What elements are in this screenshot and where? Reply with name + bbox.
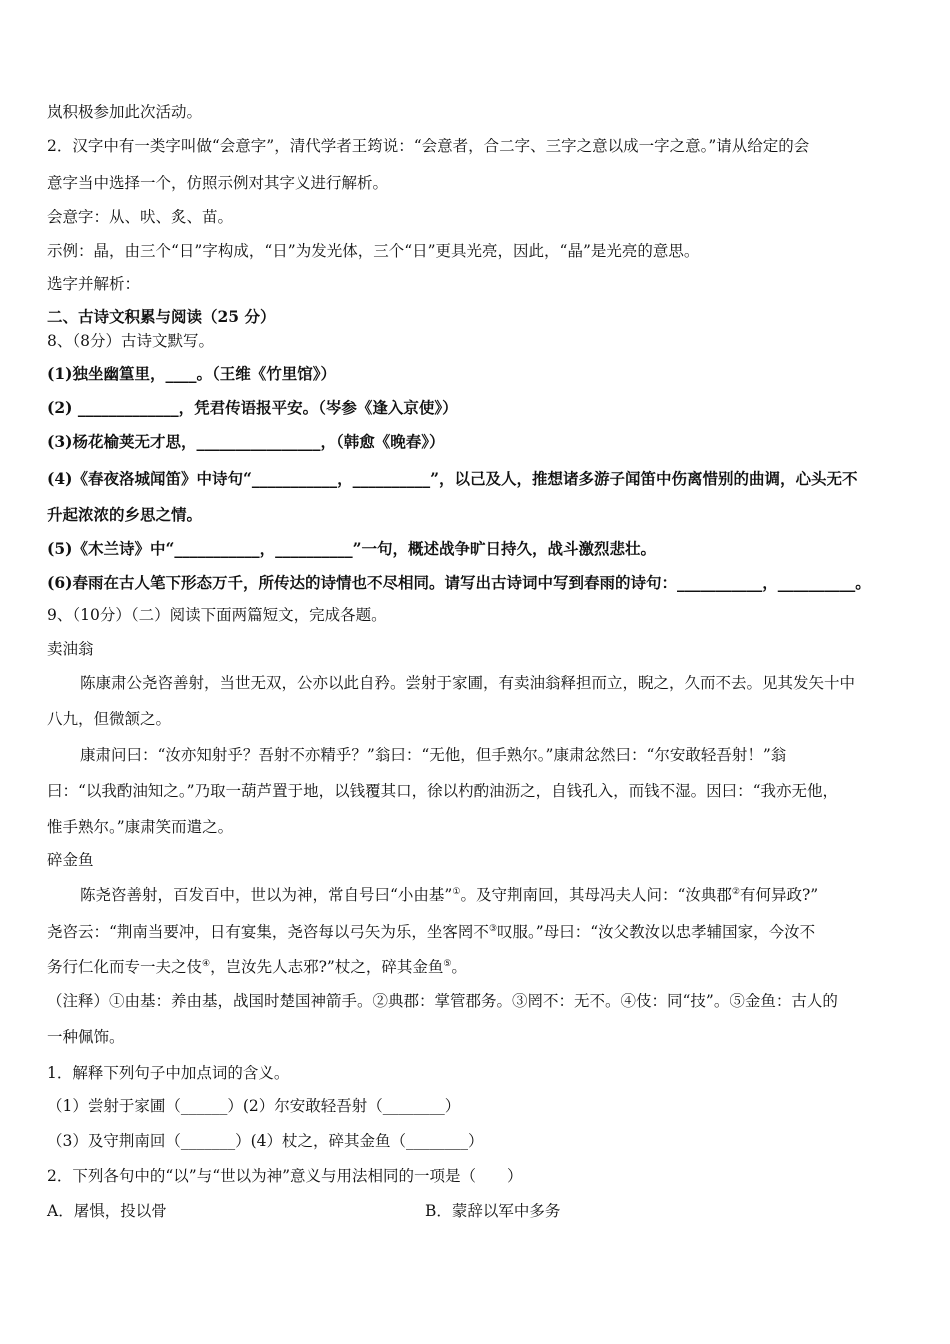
passage-1-line: 惟手熟尔。”康肃笑而遣之。 [47,818,234,836]
passage-1-line: 八九，但微颔之。 [47,710,172,728]
passage-2-line: 务行仁化而专一夫之伎④，岂汝先人志邪?”杖之，碎其金鱼⑤。 [47,958,467,976]
passage-1-line: 陈康肃公尧咨善射，当世无双，公亦以此自矜。尝射于家圃，有卖油翁释担而立，睨之，久而不去。见其发矢十中 [80,674,856,692]
subquestion-1-items-a: （1）尝射于家圃（______）(2）尔安敢轻吾射（________） [47,1097,461,1115]
question-8-item-2: (2) _____________，凭君传语报平安。（岑参《逢入京使》） [47,398,458,417]
question-2-example: 示例：晶，由三个“日”字构成，“日”为发光体，三个“日”更具光亮，因此，“晶”是光亮的意思。 [47,242,700,260]
question-8-item-1: (1)独坐幽篁里，____。（王维《竹里馆》） [47,364,336,383]
option-a: A．屠惧，投以骨 [47,1202,167,1220]
question-2-characters: 会意字：从、吠、炙、苗。 [47,208,234,226]
subquestion-1-prompt: 1．解释下列句子中加点词的含义。 [47,1064,290,1082]
notes-line-1: （注释）①由基：养由基，战国时楚国神箭手。②典郡：掌管郡务。③罔不：无不。④伎：同“技”。⑤金鱼：古人的 [47,992,838,1010]
option-b: B．蒙辞以军中多务 [425,1202,561,1220]
subquestion-1-items-b: （3）及守荆南回（_______）(4）杖之，碎其金鱼（________） [47,1132,484,1150]
passage-2-title: 碎金鱼 [47,851,94,869]
passage-1-line: 康肃问曰：“汝亦知射乎？吾射不亦精乎？”翁曰：“无他，但手熟尔。”康肃忿然曰：“尔安敢轻吾射！”翁 [80,746,787,764]
question-8-item-3: (3)杨花榆荚无才思，________________，（韩愈《晚春》） [47,432,445,451]
section-2-heading: 二、古诗文积累与阅读（25 分） [47,307,276,326]
question-8-heading: 8、（8分）古诗文默写。 [47,332,214,350]
question-2-line-2: 意字当中选择一个，仿照示例对其字义进行解析。 [47,174,389,192]
question-8-item-4-line-1: (4)《春夜洛城闻笛》中诗句“___________，__________”，以己及人，推想诸多游子闻笛中伤离惜别的曲调，心头无不 [47,469,858,488]
question-2-line-1: 2．汉字中有一类字叫做“会意字”，清代学者王筠说：“会意者，合二字、三字之意以成一字之意。”请从给定的会 [47,137,810,155]
question-8-item-4-line-2: 升起浓浓的乡思之情。 [47,505,203,524]
question-8-item-5: (5)《木兰诗》中“___________，__________”一句，概述战争旷日持久，战斗激烈悲壮。 [47,539,657,558]
subquestion-2-options [47,1201,907,1221]
notes-line-2: 一种佩饰。 [47,1028,125,1046]
subquestion-2-prompt: 2．下列各句中的“以”与“世以为神”意义与用法相同的一项是（ ） [47,1167,523,1185]
passage-2-line: 尧咨云：“荆南当要冲，日有宴集，尧咨每以弓矢为乐，坐客罔不③叹服。”母曰：“汝父教汝以忠孝辅国家，今汝不 [47,923,816,941]
passage-1-title: 卖油翁 [47,640,94,658]
question-8-item-6: (6)春雨在古人笔下形态万千，所传达的诗情也不尽相同。请写出古诗词中写到春雨的诗句：___________，__________。 [47,573,871,592]
question-9-heading: 9、（10分）（二）阅读下面两篇短文，完成各题。 [47,606,387,624]
passage-2-line: 陈尧咨善射，百发百中，世以为神，常自号曰“小由基”①。及守荆南回，其母冯夫人问：“汝典郡②有何异政?” [80,886,819,904]
passage-1-line: 曰：“以我酌油知之。”乃取一葫芦置于地，以钱覆其口，徐以杓酌油沥之，自钱孔入，而钱不湿。因曰：“我亦无他， [47,782,839,800]
text-line: 岚积极参加此次活动。 [47,103,203,121]
question-2-answer-prompt: 选字并解析： [47,275,141,293]
